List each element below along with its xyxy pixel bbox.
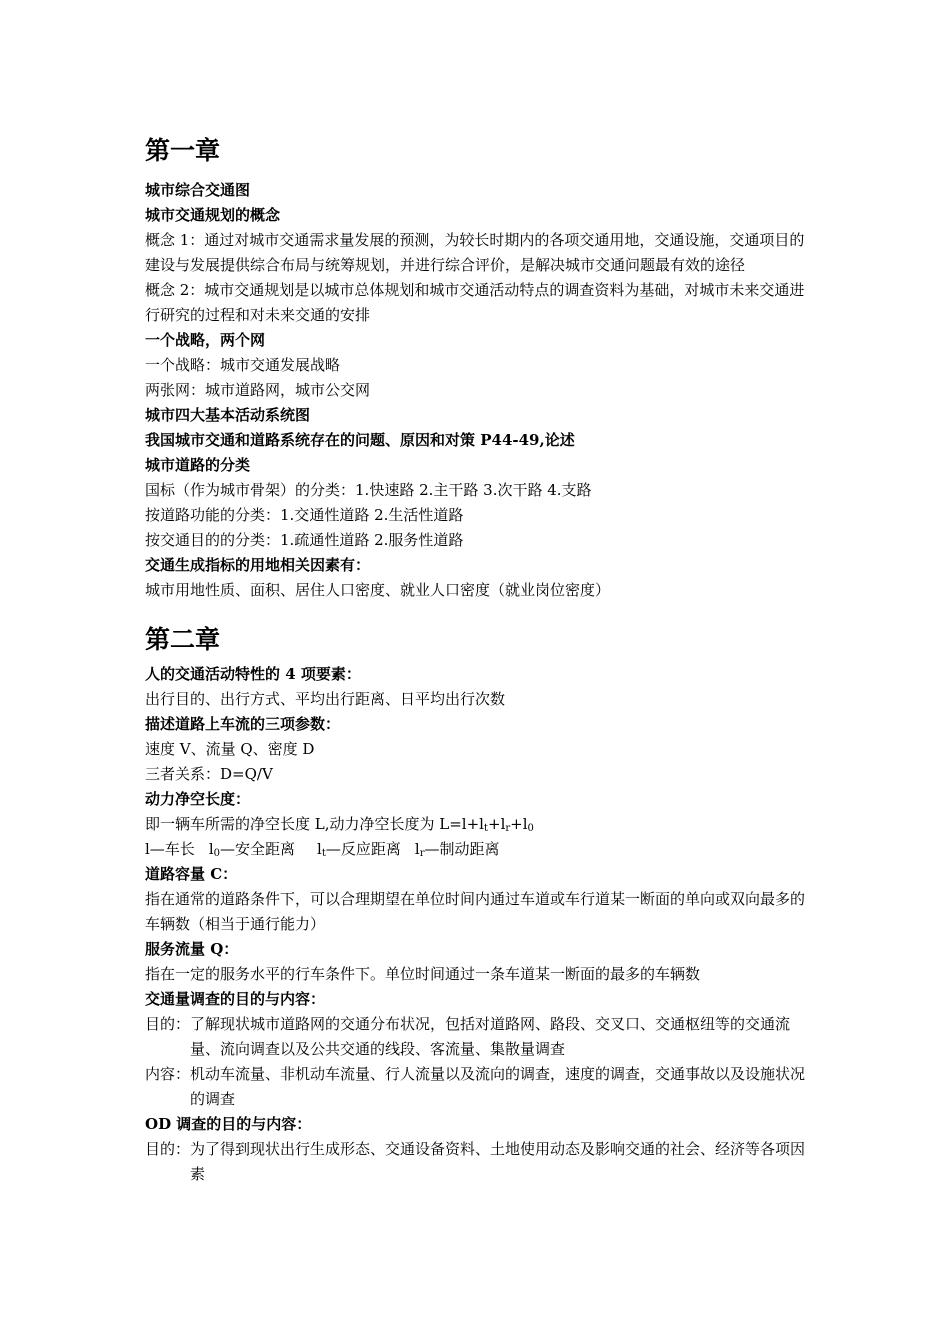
clearance-formula xyxy=(145,812,810,837)
heading-params: 描述道路上车流的三项参数： xyxy=(145,715,341,733)
networks-text: 两张网：城市道路网，城市公交网 xyxy=(145,381,371,399)
sub-t: t xyxy=(321,848,326,859)
params-text: 速度 V、流量 Q、密度 D xyxy=(145,740,315,758)
heading-service: 服务流量 Q： xyxy=(145,940,239,958)
legend-lt: —反应距离 xyxy=(325,840,401,858)
generation-text: 城市用地性质、面积、居住人口密度、就业人口密度（就业岗位密度） xyxy=(145,581,611,599)
clearance-legend xyxy=(145,837,810,862)
concept-2: 概念 2：城市交通规划是以城市总体规划和城市交通活动特点的调查资料为基础，对城市未来交通进行研究的过程和对未来交通的安排 xyxy=(145,281,805,324)
chapter-2-title: 第二章 xyxy=(145,625,221,654)
formula-plus: +l xyxy=(488,815,506,833)
concept-1: 概念 1：通过对城市交通需求量发展的预测，为较长时期内的各项交通用地，交通设施，交通项目的建设与发展提供综合布局与统筹规划，并进行综合评价，是解决城市交通问题最有效的途径 xyxy=(145,231,805,274)
formula-plus: +l xyxy=(510,815,528,833)
heading-elements: 人的交通活动特性的 4 项要素： xyxy=(145,665,361,683)
class-purpose: 按交通目的的分类：1.疏通性道路 2.服务性道路 xyxy=(145,531,464,549)
heading-road-class: 城市道路的分类 xyxy=(145,456,251,474)
legend-lr: —制动距离 xyxy=(424,840,500,858)
capacity-text: 指在通常的道路条件下，可以合理期望在单位时间内通过车道或车行道某一断面的单向或双向最多的车辆数（相当于通行能力） xyxy=(145,890,806,933)
elements-text: 出行目的、出行方式、平均出行距离、日平均出行次数 xyxy=(145,690,506,708)
legend-l: l—车长 xyxy=(145,840,195,858)
od-purpose-text: 为了得到现状出行生成形态、交通设备资料、土地使用动态及影响交通的社会、经济等各项因素 xyxy=(190,1140,806,1183)
sub-0: 0 xyxy=(527,823,534,834)
sub-r: r xyxy=(505,823,511,834)
volume-content xyxy=(145,1062,810,1112)
symbol-l: l xyxy=(414,840,420,858)
heading-problems: 我国城市交通和道路系统存在的问题、原因和对策 P44-49,论述 xyxy=(145,431,575,449)
formula-prefix: 即一辆车所需的净空长度 L,动力净空长度为 L=l+l xyxy=(145,815,484,833)
heading-clearance: 动力净空长度： xyxy=(145,790,251,808)
service-text: 指在一定的服务水平的行车条件下。单位时间通过一条车道某一断面的最多的车辆数 xyxy=(145,965,701,983)
content-text: 机动车流量、非机动车流量、行人流量以及流向的调查，速度的调查，交通事故以及设施状况的调查 xyxy=(190,1065,806,1108)
legend-l0: —安全距离 xyxy=(220,840,296,858)
od-purpose xyxy=(145,1137,810,1187)
document-page xyxy=(145,136,810,1187)
od-purpose-label: 目的： xyxy=(145,1140,191,1158)
volume-purpose xyxy=(145,1012,810,1062)
class-function: 按道路功能的分类：1.交通性道路 2.生活性道路 xyxy=(145,506,464,524)
sub-0: 0 xyxy=(213,848,220,859)
heading-strategy: 一个战略，两个网 xyxy=(145,331,266,349)
heading-four-systems: 城市四大基本活动系统图 xyxy=(145,406,311,424)
heading-concept: 城市交通规划的概念 xyxy=(145,206,281,224)
heading-overview-map: 城市综合交通图 xyxy=(145,181,251,199)
class-national: 国标（作为城市骨架）的分类：1.快速路 2.主干路 3.次干路 4.支路 xyxy=(145,481,592,499)
heading-generation: 交通生成指标的用地相关因素有： xyxy=(145,556,371,574)
heading-od-survey: OD 调查的目的与内容： xyxy=(145,1115,312,1133)
heading-volume-survey: 交通量调查的目的与内容： xyxy=(145,990,326,1008)
chapter-1-title: 第一章 xyxy=(145,136,221,165)
relation-text: 三者关系：D=Q/V xyxy=(145,765,273,783)
content-label: 内容： xyxy=(145,1065,191,1083)
strategy-text: 一个战略：城市交通发展战略 xyxy=(145,356,341,374)
sub-t: t xyxy=(483,823,488,834)
purpose-label: 目的： xyxy=(145,1015,191,1033)
sub-r: r xyxy=(419,848,425,859)
symbol-l: l xyxy=(208,840,214,858)
symbol-l: l xyxy=(317,840,322,858)
purpose-text: 了解现状城市道路网的交通分布状况，包括对道路网、路段、交叉口、交通枢纽等的交通流量、流向调查以及公共交通的线段、客流量、集散量调查 xyxy=(190,1015,791,1058)
heading-capacity: 道路容量 C： xyxy=(145,865,238,883)
